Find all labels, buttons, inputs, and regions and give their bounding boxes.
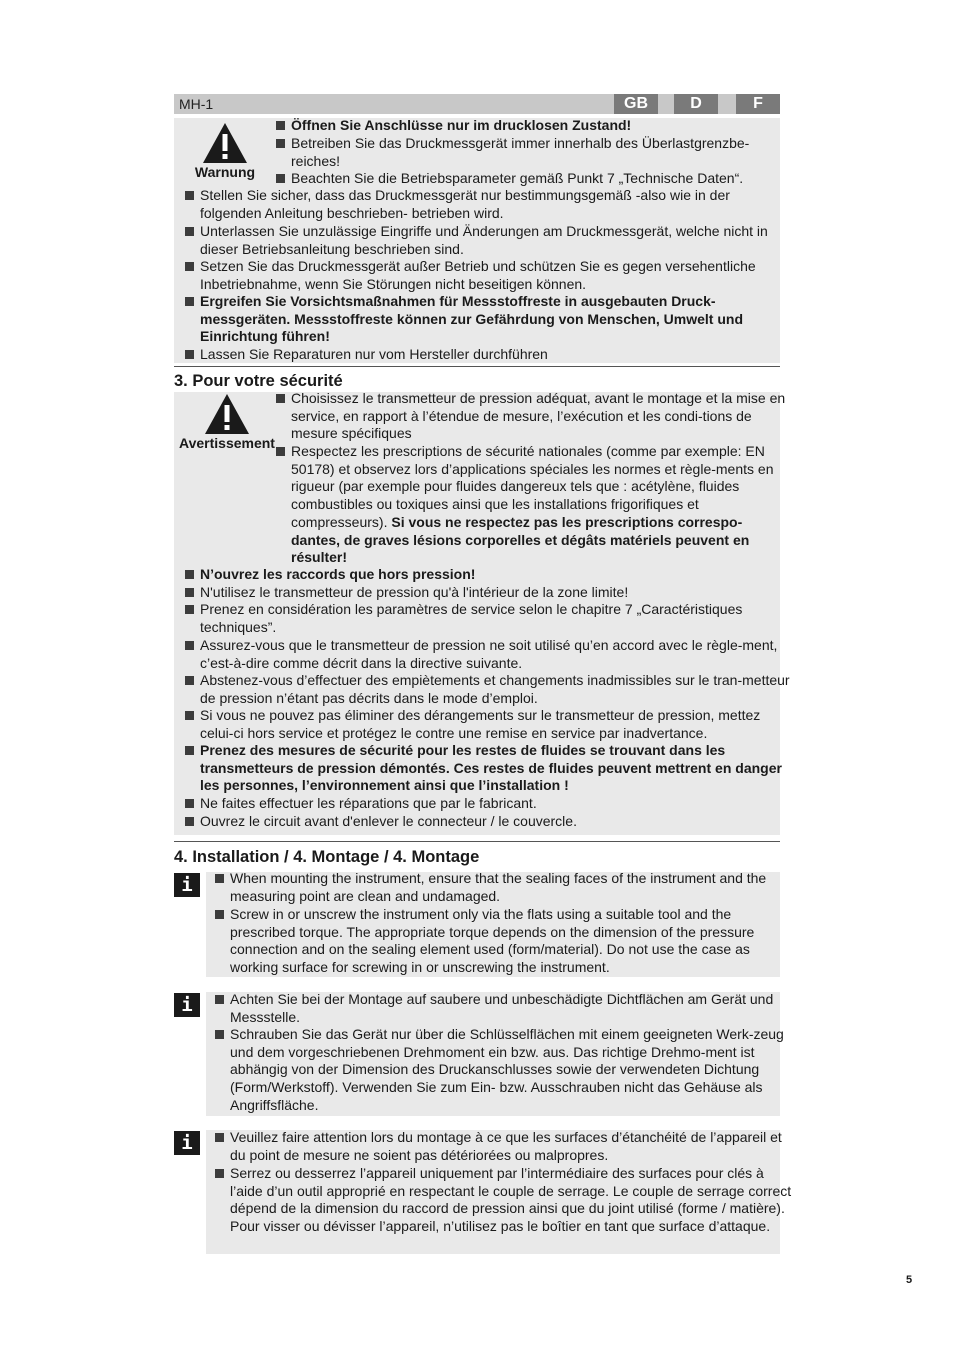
divider: [174, 366, 780, 367]
warning-label: Avertissement: [179, 435, 275, 451]
list-item-bold-text: Si vous ne respectez pas les prescriptions correspo-dantes, de graves lésions corporelles et dégâts matériels peuvent en résulter!: [291, 513, 750, 566]
section-title-fr-safety: 3. Pour votre sécurité: [174, 372, 343, 390]
fr-warning-sign: [176, 393, 278, 451]
info-icon: i: [174, 1131, 200, 1155]
list-item: Betreiben Sie das Druckmessgerät immer innerhalb des Überlastgrenzbe-reiches!: [275, 135, 781, 170]
list-item: Ergreifen Sie Vorsichtsmaßnahmen für Messstoffreste in ausgebauten Druck-messgeräten. Messstoffreste können zur Gefährdung von Menschen, Umwelt und Einrichtung führen!: [184, 293, 790, 346]
list-item: Assurez-vous que le transmetteur de pression ne soit utilisé qu’en accord avec le règle-ment, c’est-à-dire comme décrit dans la directive suivante.: [184, 637, 796, 672]
list-item: Serrez ou desserrez l’appareil uniquement par l’intermédiaire des surfaces pour clés à l’aide d’un outil approprié en respectant le couple de serrage. Le couple de serrage correct dépend de la dimension du raccord de pression ainsi que du joint utilisé (forme / matière). Pour visser ou dévisser l’appareil, n’utilisez pas le boîtier en tant que surface d’attaque.: [214, 1165, 796, 1236]
list-item: Prenez en considération les paramètres de service selon le chapitre 7 „Caractéristiques techniques”.: [184, 601, 796, 636]
section-title-installation: 4. Installation / 4. Montage / 4. Montage: [174, 848, 480, 866]
list-item: N’ouvrez les raccords que hors pression!: [184, 566, 796, 584]
list-item: Veuillez faire attention lors du montage à ce que les surfaces d’étanchéité de l’appareil et du point de mesure ne soient pas détériorées ou malpropres.: [214, 1129, 796, 1164]
warning-label: Warnung: [194, 164, 256, 180]
lang-tab-d[interactable]: D: [674, 94, 718, 114]
list-item: Ne faites effectuer les réparations que par le fabricant.: [184, 795, 796, 813]
list-item: Setzen Sie das Druckmessgerät außer Betrieb und schützen Sie es gegen versehentliche Inbetriebnahme, wenn Sie Störungen nicht beseitigen können.: [184, 258, 790, 293]
list-item: Stellen Sie sicher, dass das Druckmessgerät nur bestimmungsgemäß -also wie in der folgenden Anleitung beschrieben- betrieben wird.: [184, 187, 790, 222]
info-icon: i: [174, 873, 200, 897]
list-item: When mounting the instrument, ensure that the sealing faces of the instrument and the measuring point are clean and undamaged.: [214, 870, 796, 905]
list-item: Lassen Sie Reparaturen nur vom Hersteller durchführen: [184, 346, 790, 364]
list-item: Unterlassen Sie unzulässige Eingriffe und Änderungen am Druckmessgerät, welche nicht in dieser Betriebsanleitung beschrieben sind.: [184, 223, 790, 258]
list-item: Si vous ne pouvez pas éliminer des dérangements sur le transmetteur de pression, mettez celui-ci hors service et protégez le contre une remise en service par inadvertance.: [184, 707, 796, 742]
divider: [174, 841, 780, 842]
list-item: [275, 443, 791, 567]
warning-triangle-icon: [202, 122, 248, 164]
lang-tab-gb[interactable]: GB: [614, 94, 658, 114]
list-item: Beachten Sie die Betriebsparameter gemäß Punkt 7 „Technische Daten“.: [275, 170, 781, 188]
list-item: Screw in or unscrew the instrument only via the flats using a suitable tool and the prescribed torque. The appropriate torque depends on the dimension of the pressure connection and on the sealing element used (form/material). Do not use the case as working surface for screwing in or unscrewing the instrument.: [214, 906, 796, 977]
model-label: MH-1: [179, 96, 214, 112]
list-item: N'utilisez le transmetteur de pression qu'à l'intérieur de la zone limite!: [184, 584, 796, 602]
list-item: Ouvrez le circuit avant d'enlever le connecteur / le couvercle.: [184, 813, 796, 831]
page-number: 5: [906, 1274, 913, 1286]
lang-tab-f[interactable]: F: [736, 94, 780, 114]
info-icon: i: [174, 993, 200, 1017]
page-header: [174, 94, 780, 114]
warning-triangle-icon: [204, 393, 250, 435]
list-item: Öffnen Sie Anschlüsse nur im drucklosen Zustand!: [275, 117, 781, 135]
list-item-text: Respectez les prescriptions de sécurité nationales (comme par exemple: EN 50178) et observez lors d’applications spéciales les normes et règle-ments en rigueur (par exemple pour fluides dangereux tels que : acétylène, fluides combustibles ou toxiques ainsi que les installations frigorifiques et compresseurs).: [291, 443, 774, 530]
list-item: Schrauben Sie das Gerät nur über die Schlüsselflächen mit einem geeigneten Werk-zeug und dem vorgeschriebenen Drehmoment ein bzw. aus. Das richtige Drehmo-ment ist abhängig von der Dimension des Druckanschlusses sowie der verwendeten Dichtung (Form/Werkstoff). Verwenden Sie zum Ein- bzw. Ausschrauben nicht das Gehäuse als Angriffsfläche.: [214, 1026, 796, 1115]
list-item: Choisissez le transmetteur de pression adéquat, avant le montage et la mise en service, en rapport à l’étendue de mesure, l’exécution et les condi-tions de mesure spécifiques: [275, 390, 791, 443]
list-item: Abstenez-vous d’effectuer des empiètements et changements inadmissibles sur le tran-metteur de pression n’étant pas décrits dans le mode d’emploi.: [184, 672, 796, 707]
list-item: Prenez des mesures de sécurité pour les restes de fluides se trouvant dans les transmetteurs de pression démontés. Ces restes de fluides peuvent mettrent en danger les personnes, l’environnement ainsi que l’installation !: [184, 742, 796, 795]
list-item: Achten Sie bei der Montage auf saubere und unbeschädigte Dichtflächen am Gerät und Messstelle.: [214, 991, 796, 1026]
de-warning-sign: [190, 122, 260, 180]
